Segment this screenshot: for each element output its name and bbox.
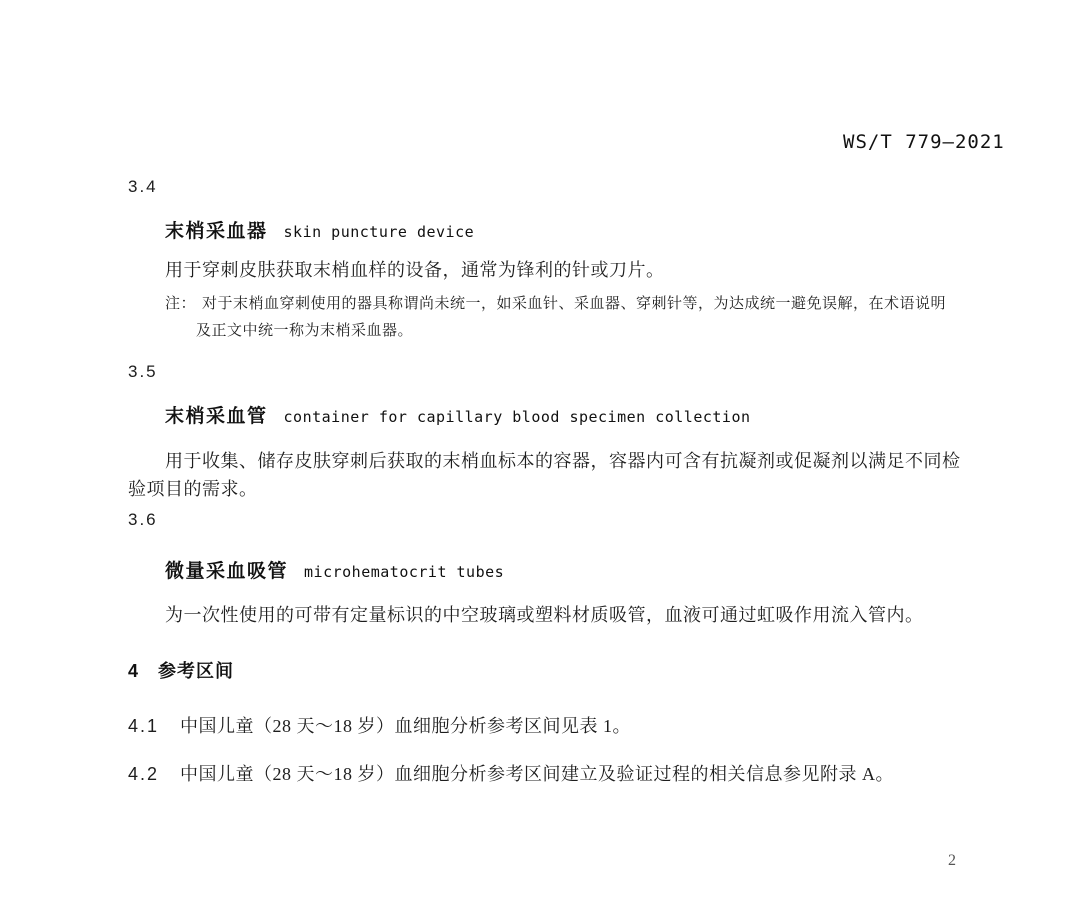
term-en-3-4: skin puncture device [283,223,475,241]
clause-text-4-1: 中国儿童（28 天～18 岁）血细胞分析参考区间见表 1。 [180,716,631,736]
chapter-4-heading [128,657,234,683]
term-cn-3-6: 微量采血吸管 [165,561,289,582]
definition-3-5-line1: 用于收集、储存皮肤穿刺后获取的末梢血标本的容器，容器内可含有抗凝剂或促凝剂以满足不同检 [165,451,961,471]
term-heading-3-5 [165,401,751,428]
clause-number-4-1: 4.1 [128,716,160,736]
note-3-4-line2: 及正文中统一称为末梢采血器。 [196,323,414,339]
term-heading-3-4 [165,216,474,243]
definition-3-4: 用于穿刺皮肤获取末梢血样的设备，通常为锋利的针或刀片。 [165,260,665,280]
note-label: 注： [165,296,197,312]
note-text-line1: 对于末梢血穿刺使用的器具称谓尚未统一，如采血针、采血器、穿刺针等，为达成统一避免误解，在术语说明 [202,296,947,312]
chapter-title: 参考区间 [158,661,234,681]
note-3-4-line1 [165,292,946,313]
page-number: 2 [948,852,956,869]
clause-4-1 [128,712,631,738]
chapter-number: 4 [128,661,140,681]
section-number-3-5: 3.5 [128,362,158,381]
clause-number-4-2: 4.2 [128,764,160,784]
standard-number: WS/T 779—2021 [843,131,1005,153]
definition-3-5-line2: 验项目的需求。 [128,479,258,499]
term-en-3-5: container for capillary blood specimen collection [283,408,751,426]
clause-text-4-2: 中国儿童（28 天～18 岁）血细胞分析参考区间建立及验证过程的相关信息参见附录 A。 [180,764,894,784]
section-number-3-4: 3.4 [128,177,158,196]
term-en-3-6: microhematocrit tubes [304,563,505,581]
clause-4-2 [128,760,894,786]
term-heading-3-6 [165,556,504,583]
term-cn-3-5: 末梢采血管 [165,406,268,427]
section-number-3-6: 3.6 [128,510,158,529]
term-cn-3-4: 末梢采血器 [165,221,268,242]
definition-3-6: 为一次性使用的可带有定量标识的中空玻璃或塑料材质吸管，血液可通过虹吸作用流入管内。 [165,605,924,625]
